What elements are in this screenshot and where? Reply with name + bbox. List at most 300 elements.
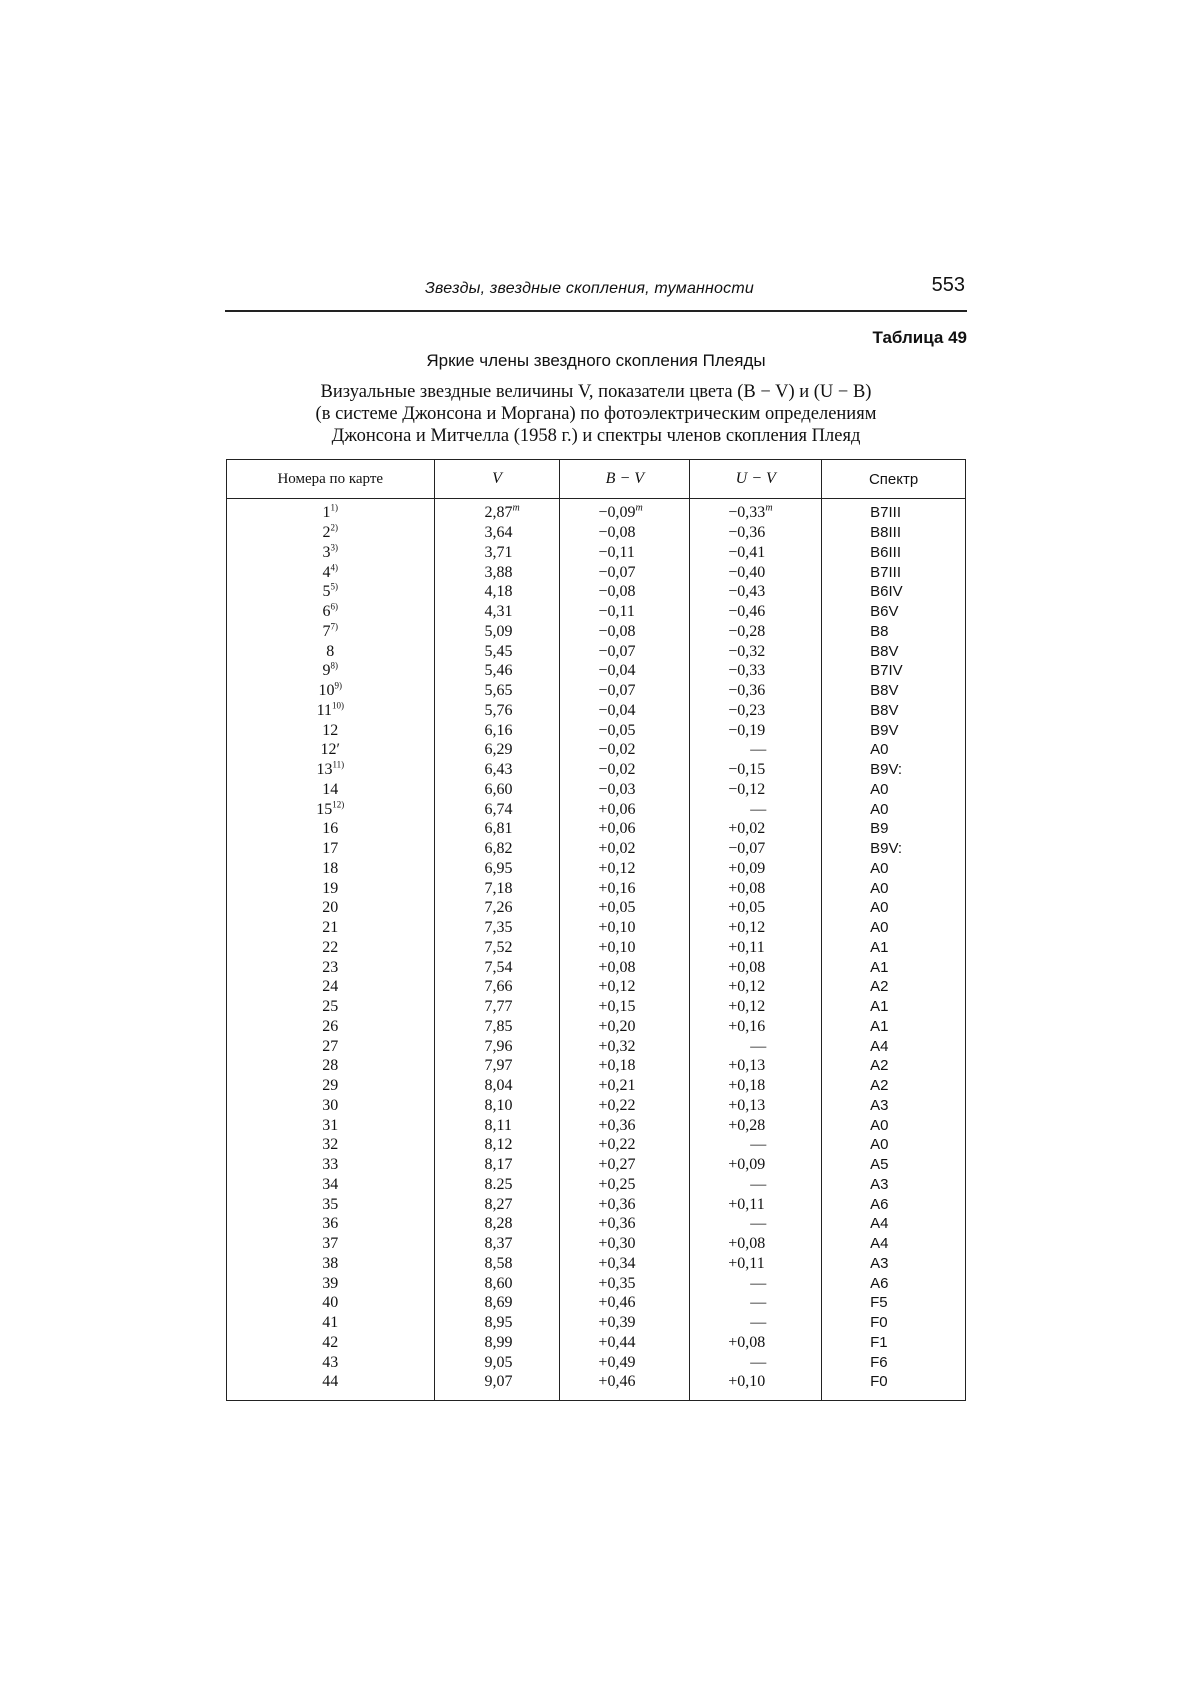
value-bv: +0,12 bbox=[598, 859, 636, 877]
footnote-mark: 8) bbox=[330, 661, 339, 672]
table-row bbox=[227, 1017, 966, 1037]
cell-num bbox=[227, 641, 435, 661]
cell-spectrum bbox=[822, 1293, 966, 1313]
pleiades-table bbox=[226, 459, 966, 1401]
cell-num bbox=[227, 918, 435, 938]
cell-bv bbox=[560, 839, 690, 859]
value-bv: +0,06 bbox=[598, 800, 636, 818]
star-number: 23 bbox=[322, 958, 339, 976]
cell-uv bbox=[690, 1115, 822, 1135]
star-number: 36 bbox=[322, 1215, 339, 1233]
cell-bv bbox=[560, 957, 690, 977]
value-uv: +0,12 bbox=[728, 978, 766, 996]
cell-v bbox=[434, 957, 560, 977]
value-uv: +0,09 bbox=[728, 1156, 766, 1174]
col-header-num: Номера по карте bbox=[227, 460, 435, 499]
cell-uv bbox=[690, 760, 822, 780]
table-row bbox=[227, 720, 966, 740]
table-row bbox=[227, 562, 966, 582]
value-bv: +0,10 bbox=[598, 919, 636, 937]
cell-spectrum bbox=[822, 957, 966, 977]
cell-bv bbox=[560, 523, 690, 543]
cell-uv bbox=[690, 878, 822, 898]
star-number: 28 bbox=[322, 1057, 339, 1075]
cell-num bbox=[227, 1036, 435, 1056]
cell-spectrum bbox=[822, 720, 966, 740]
table-row bbox=[227, 898, 966, 918]
cell-num bbox=[227, 543, 435, 563]
cell-v bbox=[434, 819, 560, 839]
cell-v bbox=[434, 720, 560, 740]
cell-v bbox=[434, 641, 560, 661]
value-v: 8,04 bbox=[484, 1077, 513, 1095]
cell-v bbox=[434, 661, 560, 681]
value-bv: −0,07 bbox=[598, 563, 636, 581]
cell-uv bbox=[690, 977, 822, 997]
table-row bbox=[227, 799, 966, 819]
value-v: 8,28 bbox=[484, 1215, 513, 1233]
table-row bbox=[227, 1175, 966, 1195]
footnote-mark: 5) bbox=[330, 582, 339, 593]
cell-num bbox=[227, 1254, 435, 1274]
table-row bbox=[227, 760, 966, 780]
cell-bv bbox=[560, 720, 690, 740]
cell-num bbox=[227, 1333, 435, 1353]
value-uv: — bbox=[750, 800, 767, 818]
footnote-mark: 9) bbox=[334, 680, 343, 691]
value-v: 8,58 bbox=[484, 1254, 513, 1272]
value-spectrum: B6V bbox=[870, 603, 899, 621]
value-v: 8,17 bbox=[484, 1156, 513, 1174]
value-uv: −0,33 bbox=[728, 662, 766, 680]
cell-num bbox=[227, 582, 435, 602]
cell-bv bbox=[560, 1155, 690, 1175]
table-row bbox=[227, 1115, 966, 1135]
value-v: 8,27 bbox=[484, 1195, 513, 1213]
value-uv: −0,19 bbox=[728, 721, 766, 739]
star-number: 44 bbox=[322, 1373, 339, 1391]
cell-num bbox=[227, 997, 435, 1017]
cell-spectrum bbox=[822, 977, 966, 997]
value-bv: +0,32 bbox=[598, 1037, 636, 1055]
value-spectrum: F0 bbox=[870, 1314, 888, 1332]
cell-uv bbox=[690, 602, 822, 622]
cell-v bbox=[434, 1056, 560, 1076]
value-v: 6,81 bbox=[484, 820, 513, 838]
cell-bv bbox=[560, 681, 690, 701]
caption-line-3: Джонсона и Митчелла (1958 г.) и спектры членов скопления Плеяд bbox=[331, 426, 861, 446]
value-spectrum: A0 bbox=[870, 919, 889, 937]
table-row bbox=[227, 839, 966, 859]
value-uv: −0,46 bbox=[728, 603, 766, 621]
cell-v bbox=[434, 622, 560, 642]
value-v: 6,82 bbox=[484, 840, 513, 858]
value-v: 2,87 bbox=[484, 504, 513, 522]
cell-uv bbox=[690, 859, 822, 879]
cell-bv bbox=[560, 977, 690, 997]
header-row bbox=[227, 460, 966, 499]
star-number: 17 bbox=[322, 840, 339, 858]
value-spectrum: B6III bbox=[870, 543, 901, 561]
cell-bv bbox=[560, 701, 690, 721]
value-bv: +0,25 bbox=[598, 1175, 636, 1193]
cell-spectrum bbox=[822, 1096, 966, 1116]
cell-uv bbox=[690, 957, 822, 977]
cell-spectrum bbox=[822, 1333, 966, 1353]
cell-uv bbox=[690, 918, 822, 938]
cell-spectrum bbox=[822, 661, 966, 681]
value-v: 7,85 bbox=[484, 1017, 513, 1035]
star-number: 29 bbox=[322, 1077, 339, 1095]
value-bv: −0,02 bbox=[598, 761, 636, 779]
value-spectrum: A4 bbox=[870, 1235, 889, 1253]
value-uv: — bbox=[750, 1037, 767, 1055]
value-uv: +0,18 bbox=[728, 1077, 766, 1095]
cell-num bbox=[227, 1175, 435, 1195]
value-uv: — bbox=[750, 741, 767, 759]
cell-num bbox=[227, 1214, 435, 1234]
cell-v bbox=[434, 499, 560, 523]
value-spectrum: B7III bbox=[870, 504, 901, 522]
value-spectrum: A0 bbox=[870, 1116, 889, 1134]
cell-bv bbox=[560, 760, 690, 780]
cell-uv bbox=[690, 1135, 822, 1155]
cell-uv bbox=[690, 1313, 822, 1333]
cell-uv bbox=[690, 1333, 822, 1353]
table-row bbox=[227, 997, 966, 1017]
value-v: 6,74 bbox=[484, 800, 513, 818]
table-row bbox=[227, 780, 966, 800]
value-uv: — bbox=[750, 1175, 767, 1193]
cell-bv bbox=[560, 997, 690, 1017]
cell-v bbox=[434, 1135, 560, 1155]
value-v: 8,69 bbox=[484, 1294, 513, 1312]
page-number: 553 bbox=[931, 274, 965, 296]
cell-spectrum bbox=[822, 898, 966, 918]
value-v: 7,97 bbox=[484, 1057, 513, 1075]
star-number: 41 bbox=[322, 1314, 339, 1332]
star-number: 7 bbox=[322, 622, 331, 640]
value-uv: −0,43 bbox=[728, 583, 766, 601]
cell-num bbox=[227, 701, 435, 721]
table-row bbox=[227, 701, 966, 721]
cell-num bbox=[227, 1096, 435, 1116]
cell-uv bbox=[690, 819, 822, 839]
cell-uv bbox=[690, 1234, 822, 1254]
value-spectrum: A4 bbox=[870, 1215, 889, 1233]
cell-num bbox=[227, 1017, 435, 1037]
value-spectrum: A3 bbox=[870, 1254, 889, 1272]
cell-bv bbox=[560, 562, 690, 582]
cell-bv bbox=[560, 1372, 690, 1400]
value-v: 8.25 bbox=[484, 1175, 513, 1193]
value-bv: −0,02 bbox=[598, 741, 636, 759]
table-row bbox=[227, 859, 966, 879]
cell-bv bbox=[560, 1234, 690, 1254]
value-bv: +0,22 bbox=[598, 1096, 636, 1114]
cell-bv bbox=[560, 918, 690, 938]
table-caption bbox=[240, 381, 952, 447]
value-v: 7,77 bbox=[484, 998, 513, 1016]
cell-v bbox=[434, 760, 560, 780]
cell-uv bbox=[690, 839, 822, 859]
value-bv: +0,49 bbox=[598, 1353, 636, 1371]
value-spectrum: A0 bbox=[870, 780, 889, 798]
cell-num bbox=[227, 562, 435, 582]
value-spectrum: A6 bbox=[870, 1274, 889, 1292]
footnote-mark: 11) bbox=[332, 759, 345, 770]
col-header-spectrum: Спектр bbox=[822, 460, 966, 499]
value-bv: +0,16 bbox=[598, 879, 636, 897]
cell-v bbox=[434, 1372, 560, 1400]
cell-spectrum bbox=[822, 582, 966, 602]
table-row bbox=[227, 1036, 966, 1056]
value-v: 8,37 bbox=[484, 1235, 513, 1253]
star-number: 26 bbox=[322, 1017, 339, 1035]
star-number: 43 bbox=[322, 1353, 339, 1371]
cell-v bbox=[434, 780, 560, 800]
cell-uv bbox=[690, 1273, 822, 1293]
star-number: 34 bbox=[322, 1175, 339, 1193]
cell-spectrum bbox=[822, 681, 966, 701]
table-row bbox=[227, 819, 966, 839]
cell-spectrum bbox=[822, 499, 966, 523]
star-number: 31 bbox=[322, 1116, 339, 1134]
value-v: 8,60 bbox=[484, 1274, 513, 1292]
cell-spectrum bbox=[822, 1214, 966, 1234]
value-uv: +0,13 bbox=[728, 1096, 766, 1114]
cell-v bbox=[434, 1175, 560, 1195]
value-uv: −0,40 bbox=[728, 563, 766, 581]
footnote-mark: 7) bbox=[330, 621, 339, 632]
value-bv: +0,27 bbox=[598, 1156, 636, 1174]
value-spectrum: A0 bbox=[870, 879, 889, 897]
caption-line-2: (в системе Джонсона и Моргана) по фотоэлектрическим определениям bbox=[315, 404, 877, 424]
value-bv: +0,08 bbox=[598, 958, 636, 976]
value-v: 7,52 bbox=[484, 938, 513, 956]
cell-v bbox=[434, 602, 560, 622]
cell-spectrum bbox=[822, 1115, 966, 1135]
cell-v bbox=[434, 582, 560, 602]
cell-spectrum bbox=[822, 602, 966, 622]
table-row bbox=[227, 1155, 966, 1175]
value-v: 5,09 bbox=[484, 622, 513, 640]
value-spectrum: F0 bbox=[870, 1373, 888, 1391]
value-uv: — bbox=[750, 1274, 767, 1292]
cell-v bbox=[434, 740, 560, 760]
value-v: 7,54 bbox=[484, 958, 513, 976]
table-row bbox=[227, 938, 966, 958]
star-number: 8 bbox=[326, 642, 335, 660]
table-row bbox=[227, 582, 966, 602]
cell-v bbox=[434, 1017, 560, 1037]
value-spectrum: B6IV bbox=[870, 583, 903, 601]
value-v: 6,29 bbox=[484, 741, 513, 759]
cell-v bbox=[434, 523, 560, 543]
value-uv: +0,08 bbox=[728, 879, 766, 897]
cell-uv bbox=[690, 997, 822, 1017]
cell-spectrum bbox=[822, 1372, 966, 1400]
cell-spectrum bbox=[822, 997, 966, 1017]
cell-uv bbox=[690, 898, 822, 918]
running-title: Звезды, звездные скопления, туманности bbox=[425, 280, 754, 297]
value-uv: −0,41 bbox=[728, 543, 766, 561]
cell-spectrum bbox=[822, 562, 966, 582]
star-number: 40 bbox=[322, 1294, 339, 1312]
cell-num bbox=[227, 1273, 435, 1293]
value-spectrum: B7III bbox=[870, 563, 901, 581]
value-bv: +0,44 bbox=[598, 1333, 636, 1351]
value-bv: −0,03 bbox=[598, 780, 636, 798]
cell-uv bbox=[690, 1254, 822, 1274]
value-spectrum: B7IV bbox=[870, 662, 903, 680]
value-v: 5,65 bbox=[484, 682, 513, 700]
cell-bv bbox=[560, 1135, 690, 1155]
table-row bbox=[227, 602, 966, 622]
cell-uv bbox=[690, 1352, 822, 1372]
value-spectrum: A0 bbox=[870, 859, 889, 877]
value-spectrum: A2 bbox=[870, 978, 889, 996]
magnitude-unit: m bbox=[635, 503, 643, 515]
star-number: 22 bbox=[322, 938, 339, 956]
value-v: 4,18 bbox=[484, 583, 513, 601]
cell-bv bbox=[560, 641, 690, 661]
value-v: 9,07 bbox=[484, 1373, 513, 1391]
value-uv: +0,11 bbox=[728, 1195, 765, 1213]
cell-num bbox=[227, 1056, 435, 1076]
star-number: 16 bbox=[322, 820, 339, 838]
value-uv: +0,11 bbox=[728, 1254, 765, 1272]
table-row bbox=[227, 1214, 966, 1234]
table-row bbox=[227, 957, 966, 977]
cell-bv bbox=[560, 1352, 690, 1372]
cell-bv bbox=[560, 1194, 690, 1214]
cell-v bbox=[434, 859, 560, 879]
cell-num bbox=[227, 839, 435, 859]
cell-num bbox=[227, 1313, 435, 1333]
cell-uv bbox=[690, 1194, 822, 1214]
value-uv: −0,33 bbox=[728, 504, 766, 522]
cell-v bbox=[434, 997, 560, 1017]
value-bv: −0,11 bbox=[598, 603, 635, 621]
value-bv: +0,36 bbox=[598, 1215, 636, 1233]
cell-v bbox=[434, 918, 560, 938]
cell-num bbox=[227, 1234, 435, 1254]
value-v: 6,95 bbox=[484, 859, 513, 877]
value-bv: −0,07 bbox=[598, 682, 636, 700]
cell-uv bbox=[690, 701, 822, 721]
cell-spectrum bbox=[822, 1155, 966, 1175]
cell-v bbox=[434, 1254, 560, 1274]
table-row bbox=[227, 641, 966, 661]
cell-uv bbox=[690, 1293, 822, 1313]
footnote-mark: 10) bbox=[331, 700, 344, 711]
cell-spectrum bbox=[822, 1352, 966, 1372]
value-v: 8,11 bbox=[484, 1116, 512, 1134]
col-header-uv: U − V bbox=[690, 460, 822, 499]
cell-num bbox=[227, 720, 435, 740]
value-bv: −0,04 bbox=[598, 701, 636, 719]
cell-v bbox=[434, 1273, 560, 1293]
value-bv: +0,02 bbox=[598, 840, 636, 858]
value-uv: −0,23 bbox=[728, 701, 766, 719]
cell-v bbox=[434, 1352, 560, 1372]
value-uv: — bbox=[750, 1215, 767, 1233]
star-number: 39 bbox=[322, 1274, 339, 1292]
value-bv: −0,07 bbox=[598, 642, 636, 660]
cell-spectrum bbox=[822, 1076, 966, 1096]
cell-v bbox=[434, 1115, 560, 1135]
cell-v bbox=[434, 1096, 560, 1116]
cell-spectrum bbox=[822, 1056, 966, 1076]
value-spectrum: A5 bbox=[870, 1156, 889, 1174]
cell-spectrum bbox=[822, 523, 966, 543]
cell-v bbox=[434, 1194, 560, 1214]
cell-bv bbox=[560, 661, 690, 681]
value-uv: — bbox=[750, 1294, 767, 1312]
value-uv: +0,28 bbox=[728, 1116, 766, 1134]
cell-bv bbox=[560, 1214, 690, 1234]
cell-v bbox=[434, 1214, 560, 1234]
cell-v bbox=[434, 1036, 560, 1056]
cell-num bbox=[227, 1352, 435, 1372]
cell-v bbox=[434, 543, 560, 563]
star-number: 9 bbox=[322, 662, 331, 680]
table-row bbox=[227, 1313, 966, 1333]
value-bv: +0,06 bbox=[598, 820, 636, 838]
table-row bbox=[227, 1096, 966, 1116]
cell-v bbox=[434, 839, 560, 859]
table-row bbox=[227, 878, 966, 898]
cell-spectrum bbox=[822, 701, 966, 721]
value-uv: +0,08 bbox=[728, 958, 766, 976]
table-row bbox=[227, 1056, 966, 1076]
value-uv: +0,12 bbox=[728, 919, 766, 937]
value-v: 6,43 bbox=[484, 761, 513, 779]
value-spectrum: A4 bbox=[870, 1037, 889, 1055]
value-bv: +0,22 bbox=[598, 1136, 636, 1154]
cell-bv bbox=[560, 740, 690, 760]
value-uv: +0,11 bbox=[728, 938, 765, 956]
value-v: 9,05 bbox=[484, 1353, 513, 1371]
value-uv: +0,02 bbox=[728, 820, 766, 838]
table-header bbox=[227, 460, 966, 499]
table-row bbox=[227, 1273, 966, 1293]
value-v: 7,96 bbox=[484, 1037, 513, 1055]
value-v: 7,26 bbox=[484, 899, 513, 917]
cell-uv bbox=[690, 523, 822, 543]
value-spectrum: A2 bbox=[870, 1077, 889, 1095]
value-bv: −0,04 bbox=[598, 662, 636, 680]
table-row bbox=[227, 661, 966, 681]
cell-v bbox=[434, 938, 560, 958]
value-bv: −0,08 bbox=[598, 622, 636, 640]
cell-spectrum bbox=[822, 1135, 966, 1155]
cell-spectrum bbox=[822, 740, 966, 760]
star-number: 2 bbox=[322, 524, 331, 542]
value-uv: +0,10 bbox=[728, 1373, 766, 1391]
value-uv: — bbox=[750, 1314, 767, 1332]
footnote-mark: 2) bbox=[330, 522, 339, 533]
cell-num bbox=[227, 780, 435, 800]
cell-bv bbox=[560, 1017, 690, 1037]
value-uv: −0,15 bbox=[728, 761, 766, 779]
value-spectrum: A1 bbox=[870, 938, 889, 956]
cell-uv bbox=[690, 740, 822, 760]
value-bv: +0,34 bbox=[598, 1254, 636, 1272]
cell-v bbox=[434, 1234, 560, 1254]
table-row bbox=[227, 1333, 966, 1353]
